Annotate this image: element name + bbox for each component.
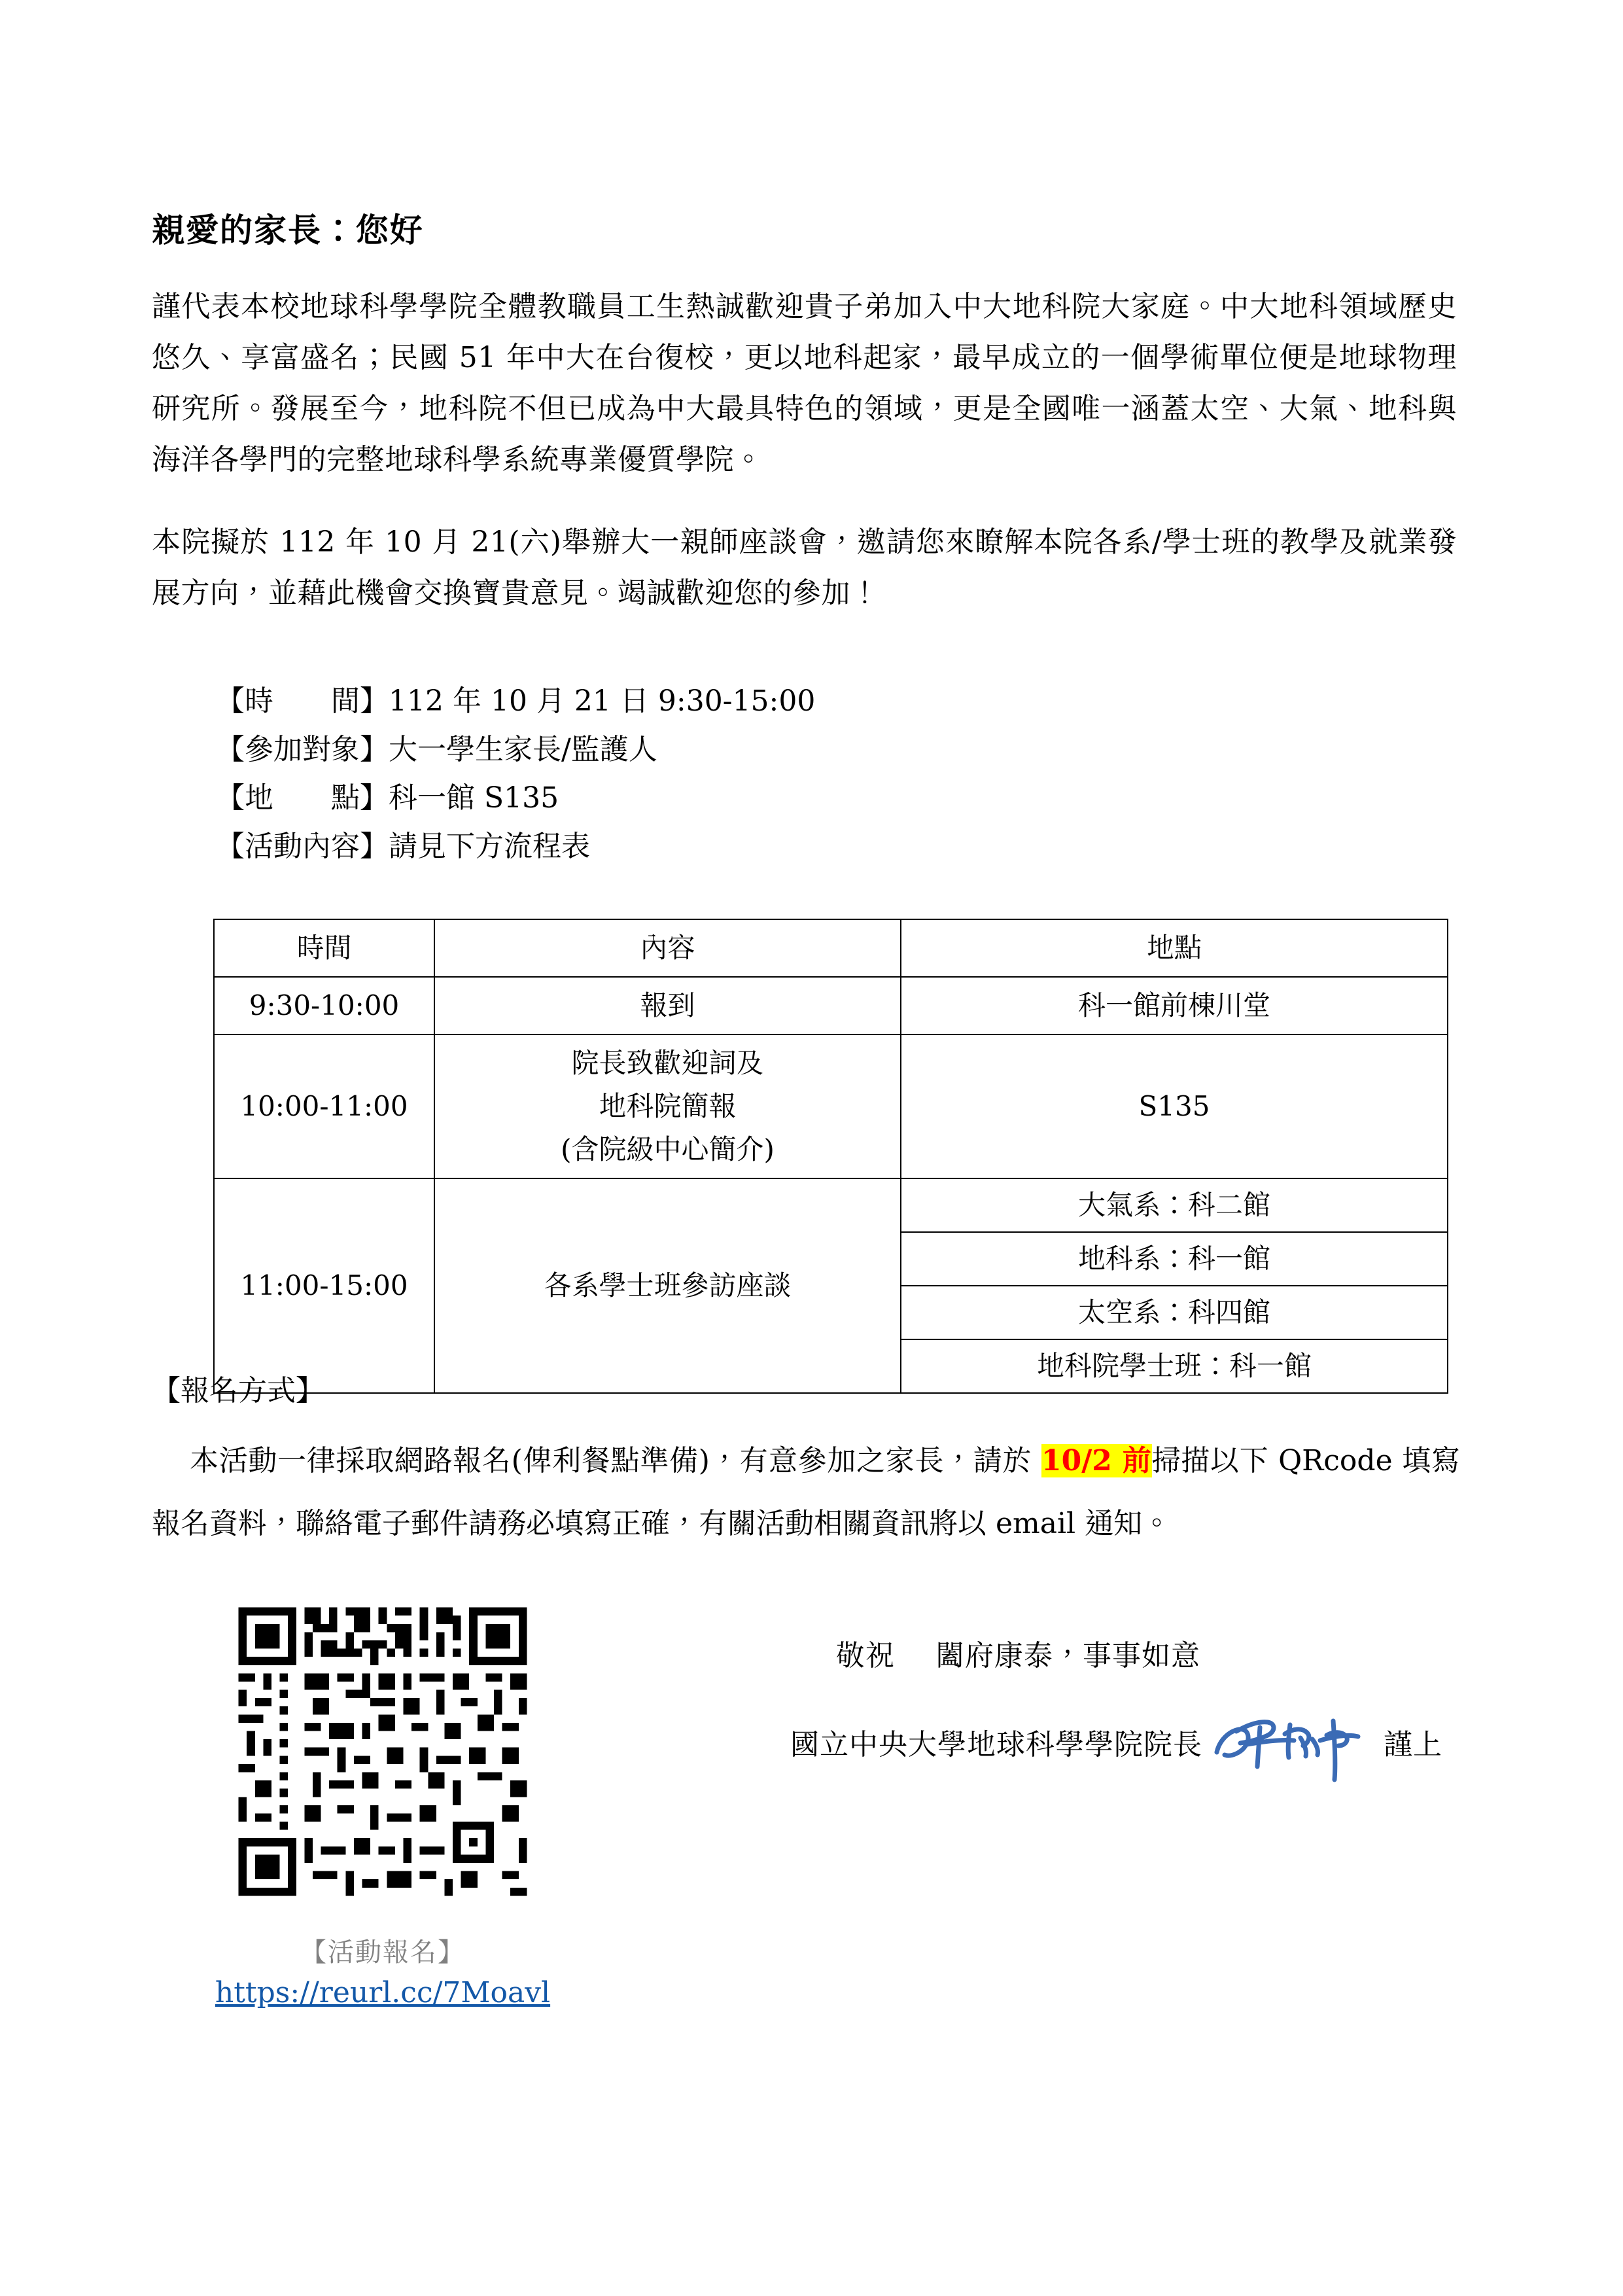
registration-paragraph	[152, 1430, 1460, 1555]
detail-row-time	[216, 677, 815, 726]
table-row	[214, 1034, 1448, 1178]
registration-heading: 【報名方式】	[152, 1374, 324, 1407]
place-sublist	[901, 1179, 1447, 1392]
place-subrow	[901, 1339, 1447, 1392]
cell-content: 報到	[434, 977, 901, 1034]
detail-label-time: 【時 間】	[216, 684, 389, 718]
detail-value-agenda: 請見下方流程表	[389, 830, 590, 863]
qr-code[interactable]	[230, 1599, 535, 1904]
signature-line	[790, 1721, 1442, 1763]
cell-time: 10:00-11:00	[214, 1034, 434, 1178]
closing-wish-text: 闔府康泰，事事如意	[935, 1639, 1200, 1672]
registration-text-before: 本活動一律採取網路報名(俾利餐點準備)，有意參加之家長，請於	[190, 1444, 1041, 1477]
signer-title: 國立中央大學地球科學學院院長	[790, 1728, 1202, 1761]
cell-place: 科一館前棟川堂	[901, 977, 1448, 1034]
invitation-paragraph: 本院擬於 112 年 10 月 21(六)舉辦大一親師座談會，邀請您來瞭解本院各系/學士班的教學及就業發展方向，並藉此機會交換寶貴意見。竭誠歡迎您的參加！	[152, 525, 1457, 610]
intro-paragraph: 謹代表本校地球科學學院全體教職員工生熱誠歡迎貴子弟加入中大地科院大家庭。中大地科領域歷史悠久、享富盛名；民國 51 年中大在台復校，更以地科起家，最早成立的一個學術單位便是地球物理研究所。發展至今，地科院不但已成為中大最具特色的領域，更是全國唯一涵蓋太空、大氣、地科與海洋各學門的完整地球科學系統專業優質學院。	[152, 290, 1457, 476]
detail-row-agenda	[216, 822, 815, 871]
table-row	[214, 1178, 1448, 1393]
detail-value-time: 112 年 10 月 21 日 9:30-15:00	[389, 684, 816, 718]
table-row	[214, 977, 1448, 1034]
cell-place-group	[901, 1178, 1448, 1393]
detail-label-location: 【地 點】	[216, 781, 389, 815]
detail-label-audience: 【參加對象】	[216, 733, 389, 766]
column-header-time: 時間	[214, 919, 434, 977]
cell-time: 9:30-10:00	[214, 977, 434, 1034]
closing-wish	[836, 1632, 1200, 1674]
content-line: (含院級中心簡介)	[561, 1133, 775, 1165]
deadline-highlight: 10/2 前	[1041, 1444, 1152, 1477]
handwritten-signature-icon	[1212, 1722, 1372, 1763]
page-title: 親愛的家長：您好	[152, 211, 424, 249]
sign-off: 謹上	[1384, 1728, 1442, 1761]
content-line: 地科院簡報	[599, 1090, 737, 1122]
registration-url[interactable]: https://reurl.cc/7Moavl	[215, 1976, 551, 2009]
cell-time: 11:00-15:00	[214, 1178, 434, 1393]
content-line: 院長致歡迎詞及	[571, 1047, 764, 1079]
cell-place: S135	[901, 1034, 1448, 1178]
place-item: 太空系：科四館	[901, 1286, 1447, 1339]
qr-caption: 【活動報名】	[300, 1937, 465, 1968]
event-details-list	[216, 677, 815, 871]
detail-value-location: 科一館 S135	[389, 781, 559, 815]
registration-text-after: 掃描以下 QRcode 填寫報名資料，聯絡電子郵件請務必填寫正確，有關活動相關資訊將以 email 通知。	[152, 1444, 1461, 1540]
place-item: 地科系：科一館	[901, 1232, 1447, 1286]
detail-row-audience	[216, 726, 815, 774]
column-header-content: 內容	[434, 919, 901, 977]
place-subrow	[901, 1232, 1447, 1286]
place-subrow	[901, 1179, 1447, 1232]
schedule-table	[213, 919, 1448, 1394]
detail-row-location	[216, 774, 815, 822]
place-subrow	[901, 1286, 1447, 1339]
cell-content	[434, 1034, 901, 1178]
cell-content: 各系學士班參訪座談	[434, 1178, 901, 1393]
place-item: 大氣系：科二館	[901, 1179, 1447, 1232]
detail-value-audience: 大一學生家長/監護人	[389, 733, 657, 766]
place-item: 地科院學士班：科一館	[1036, 1350, 1312, 1382]
table-header-row	[214, 919, 1448, 977]
closing-wish-label: 敬祝	[836, 1639, 895, 1672]
detail-label-agenda: 【活動內容】	[216, 830, 389, 863]
column-header-place: 地點	[901, 919, 1448, 977]
